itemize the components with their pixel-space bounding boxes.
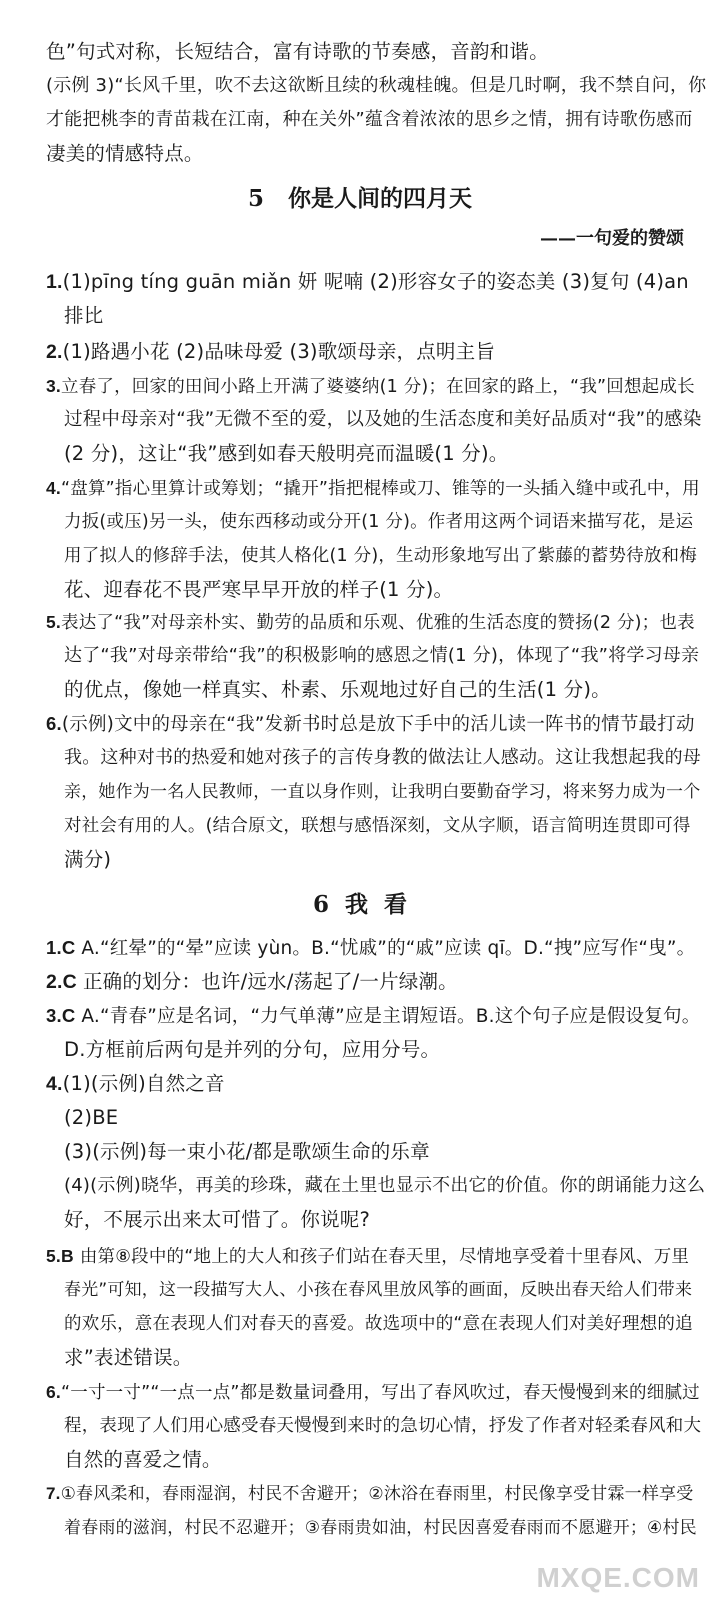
s6-q2-answer: C	[62, 971, 77, 993]
section5-subtitle: ——一句爱的赞颂	[540, 228, 684, 249]
intro-line-1: 色”句式对称，长短结合，富有诗歌的节奏感，音韵和谐。	[46, 40, 549, 63]
s6-q3-number: 3.	[46, 1005, 62, 1026]
s6-q7-number: 7.	[46, 1484, 61, 1503]
s6-q4-number: 4.	[46, 1073, 63, 1095]
s6-q7-line-1	[46, 1478, 694, 1510]
s5-q6-number: 6.	[46, 713, 62, 734]
watermark-logo: MXQE.COM	[536, 1562, 700, 1593]
s6-q6-line-3: 自然的喜爱之情。	[64, 1448, 222, 1471]
s6-q7-text: ①春风柔和，春雨湿润，村民不舍避开；②沐浴在春雨里，村民像享受甘霖一样享受	[60, 1484, 694, 1504]
intro-line-2: (示例 3)“长风千里，吹不去这欲断且续的秋魂桂魄。但是几时啊，我不禁自问，你	[46, 75, 707, 96]
s6-q5-line-3: 的欢乐，意在表现人们对春天的喜爱。故选项中的“意在表现人们对美好理想的追	[64, 1314, 693, 1334]
s5-q6-text: (示例)文中的母亲在“我”发新书时总是放下手中的活儿读一阵书的情节最打动	[61, 714, 695, 735]
s5-q5-number: 5.	[46, 612, 61, 632]
s6-q2-line-1	[46, 966, 686, 998]
s6-q3-text: A.“青春”应是名词，“力气单薄”应是主谓短语。B.这个句子应是假设复句。	[81, 1006, 701, 1027]
s6-q3-line-1	[46, 1000, 701, 1033]
intro-line-3: 才能把桃李的青苗栽在江南，种在关外”蕴含着浓浓的思乡之情，拥有诗歌伤感而	[46, 109, 693, 130]
s6-q1-text: A.“红晕”的“晕”应读 yùn。B.“忧戚”的“戚”应读 qī。D.“拽”应写作“曳”。	[81, 938, 696, 959]
s6-q1-answer: C	[61, 937, 76, 958]
s5-q1-text: (1)pīng tíng guān miǎn 妍 呢喃 (2)形容女子的姿态美 (3)复句 (4)an	[62, 270, 689, 293]
s6-q4-line-1	[46, 1068, 686, 1100]
s5-q3-number: 3.	[46, 376, 61, 396]
s6-q3-answer: C	[61, 1005, 76, 1026]
s5-q3-line-1	[46, 370, 695, 403]
s6-q5-line-2: 春光”可知，这一段描写大人、小孩在春风里放风筝的画面，反映出春天给人们带来	[64, 1280, 693, 1300]
s6-q6-line-1	[46, 1376, 700, 1409]
intro-line-4: 凄美的情感特点。	[46, 142, 204, 165]
s5-q3-line-2: 过程中母亲对“我”无微不至的爱，以及她的生活态度和美好品质对“我”的感染	[64, 409, 702, 430]
s5-q4-line-4: 花、迎春花不畏严寒早早开放的样子(1 分)。	[64, 578, 454, 601]
s6-q5-answer: B	[61, 1246, 74, 1266]
s6-q4-line-3: (3)(示例)每一束小花/都是歌颂生命的乐章	[64, 1140, 430, 1163]
s6-q1-line-1	[46, 932, 696, 965]
s5-q6-line-1	[46, 708, 695, 741]
s5-q2-line-1	[46, 336, 686, 368]
s6-q4-line-4: (4)(示例)晓华，再美的珍珠，藏在土里也显示不出它的价值。你的朗诵能力这么	[64, 1175, 706, 1196]
section6-title: 6 我 看	[312, 891, 408, 918]
s5-q5-line-1	[46, 606, 695, 639]
s6-q5-line-4: 求”表述错误。	[64, 1346, 193, 1369]
s5-q5-line-2: 达了“我”对母亲带给“我”的积极影响的感恩之情(1 分)，体现了“我”将学习母亲	[64, 645, 700, 666]
s5-q1-line-1	[46, 266, 689, 298]
s5-q4-line-2: 力扳(或压)另一头，使东西移动或分开(1 分)。作者用这两个词语来描写花，是运	[64, 512, 694, 532]
s5-q6-line-2: 我。这种对书的热爱和她对孩子的言传身教的做法让人感动。这让我想起我的母	[64, 747, 701, 768]
s5-q6-line-4: 对社会有用的人。(结合原文，联想与感悟深刻，文从字顺，语言简明连贯即可得	[64, 816, 691, 836]
s6-q4-line-5: 好，不展示出来太可惜了。你说呢?	[64, 1208, 371, 1231]
s6-q5-number: 5.	[46, 1246, 61, 1266]
s5-q2-text: (1)路遇小花 (2)品味母爱 (3)歌颂母亲，点明主旨	[62, 340, 496, 363]
section5-title: 5 你是人间的四月天	[247, 185, 473, 212]
s6-q4-line-2: (2)BE	[64, 1106, 119, 1129]
s6-q5-line-1	[46, 1240, 690, 1273]
s5-q2-number: 2.	[46, 341, 63, 363]
s5-q6-line-5: 满分)	[64, 848, 112, 871]
s5-q4-text: “盘算”指心里算计或筹划；“撬开”指把棍棒或刀、锥等的一头插入缝中或孔中，用	[61, 479, 700, 499]
s6-q5-text: 由第⑧段中的“地上的大人和孩子们站在春天里，尽情地享受着十里春风、万里	[79, 1247, 690, 1267]
s5-q4-line-1	[46, 472, 700, 505]
s5-q4-number: 4.	[46, 478, 61, 498]
s5-q6-line-3: 亲，她作为一名人民教师，一直以身作则，让我明白要勤奋学习，将来努力成为一个	[64, 782, 701, 802]
s6-q1-number: 1.	[46, 937, 62, 958]
s5-q5-text: 表达了“我”对母亲朴实、勤劳的品质和乐观、优雅的生活态度的赞扬(2 分)；也表	[61, 613, 695, 633]
s6-q6-line-2: 程，表现了人们用心感受春天慢慢到来时的急切心情，抒发了作者对轻柔春风和大	[64, 1416, 702, 1436]
s6-q4-text: (1)(示例)自然之音	[62, 1072, 225, 1095]
s6-q2-text: 正确的划分：也许/远水/荡起了/一片绿潮。	[82, 970, 458, 993]
s6-q6-number: 6.	[46, 1382, 61, 1402]
s5-q1-line-2: 排比	[64, 304, 104, 327]
s6-q2-number: 2.	[46, 971, 63, 993]
s6-q6-text: “一寸一寸”“一点一点”都是数量词叠用，写出了春风吹过，春天慢慢到来的细腻过	[61, 1383, 700, 1403]
s5-q3-text: 立春了，回家的田间小路上开满了婆婆纳(1 分)；在回家的路上，“我”回想起成长	[61, 377, 695, 397]
s5-q3-line-3: (2 分)，这让“我”感到如春天般明亮而温暖(1 分)。	[64, 442, 509, 465]
s5-q4-line-3: 用了拟人的修辞手法，使其人格化(1 分)，生动形象地写出了紫藤的蓄势待放和梅	[64, 546, 697, 566]
s6-q3-line-2: D.方框前后两句是并列的分句，应用分号。	[64, 1038, 441, 1061]
s5-q1-number: 1.	[46, 271, 63, 293]
s6-q7-line-2: 着春雨的滋润，村民不忍避开；③春雨贵如油，村民因喜爱春雨而不愿避开；④村民	[64, 1518, 697, 1538]
s5-q5-line-3: 的优点，像她一样真实、朴素、乐观地过好自己的生活(1 分)。	[64, 678, 611, 701]
